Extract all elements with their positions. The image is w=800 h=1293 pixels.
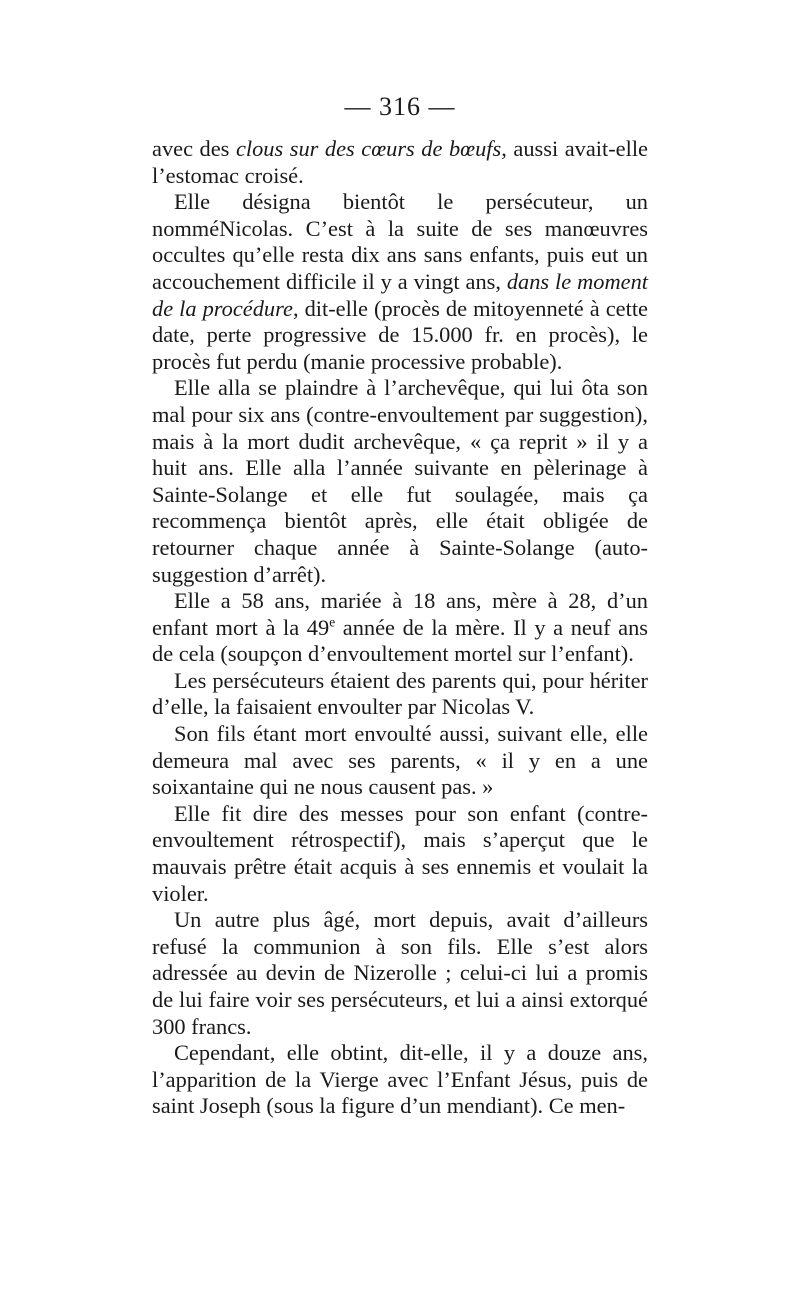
paragraph-2	[152, 189, 648, 375]
text-run: Son fils étant mort envoulté aussi, suivant elle, elle demeura mal avec ses parents, « il y en a une soixantaine qui ne nous causent pas. »	[152, 721, 648, 800]
text-run: Elle a 58 ans, mariée à 18 ans, mère à 28, d’un enfant mort à la 49	[152, 588, 648, 640]
paragraph-9	[152, 1040, 648, 1120]
text-run: , dit-elle (procès de mitoyenneté à cette date, perte progressive de 15.000 fr. en procès), le procès fut perdu (manie processive probable).	[152, 295, 648, 374]
text-run: avec des	[152, 136, 236, 161]
text-run-italic: clous sur des cœurs de bœufs	[235, 136, 502, 161]
paragraph-3	[152, 375, 648, 588]
text-run: Elle fit dire des messes pour son enfant (contre-envoultement rétrospectif), mais s’aperçut que le mauvais prêtre était acquis à ses ennemis et voulait la violer.	[152, 800, 648, 906]
text-run: Les persécuteurs étaient des parents qui, pour hériter d’elle, la faisaient envoulter par Nicolas V.	[152, 667, 648, 720]
superscript: e	[329, 614, 336, 630]
paragraph-7	[152, 801, 648, 907]
body-text	[152, 136, 648, 1120]
paragraph-5	[152, 668, 648, 721]
text-run: Un autre plus âgé, mort depuis, avait d’ailleurs refusé la communion à son fils. Elle s’est alors adressée au devin de Nizerolle ; celui-ci lui a promis de lui faire voir ses persécuteurs, et lui a ainsi extorqué 300 francs.	[152, 907, 648, 1039]
paragraph-6	[152, 721, 648, 801]
paragraph-4	[152, 588, 648, 668]
text-run: Elle alla se plaindre à l’archevêque, qui lui ôta son mal pour six ans (contre-envoultement par suggestion), mais à la mort dudit archevêque, « ça reprit » il y a huit ans. Elle alla l’année suivante en pèlerinage à Sainte-Solange et elle fut soulagée, mais ça recommença bientôt après, elle était obligée de retourner chaque année à Sainte-Solange (auto-suggestion d’arrêt).	[152, 375, 648, 587]
text-run: année de la mère. Il y a neuf ans de cela (soupçon d’envoultement mortel sur l’enfant).	[152, 614, 648, 667]
text-run: , aussi avait-elle l’estomac croisé.	[152, 136, 648, 188]
paragraph-8	[152, 907, 648, 1040]
text-run: Cependant, elle obtint, dit-elle, il y a douze ans, l’apparition de la Vierge avec l’Enfant Jésus, puis de saint Joseph (sous la figure d’un mendiant). Ce men-	[152, 1040, 648, 1119]
text-run-italic: dans le moment de la procédure	[152, 268, 648, 321]
paragraph-1	[152, 136, 648, 189]
page-number: — 316 —	[344, 92, 456, 121]
text-run: Elle désigna bientôt le persécuteur, un nomméNicolas. C’est à la suite de ses manœuvres occultes qu’elle resta dix ans sans enfants, puis eut un accouchement difficile il y a vingt ans,	[152, 189, 648, 294]
